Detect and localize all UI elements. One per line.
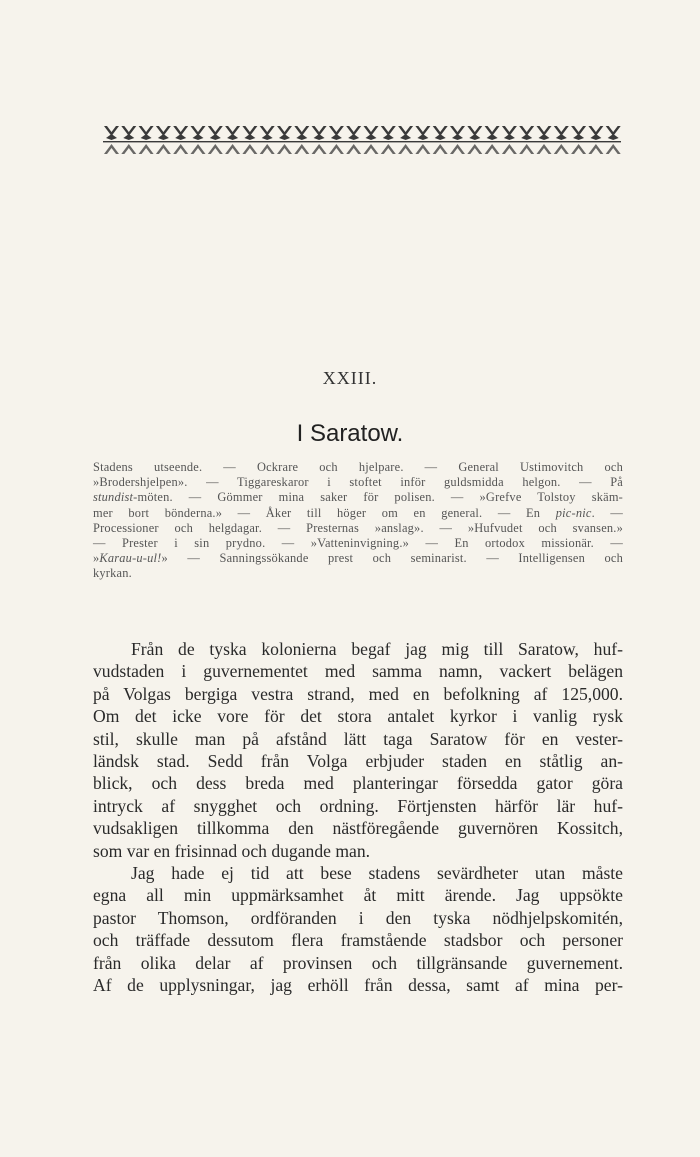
decorative-header-ornament bbox=[103, 124, 621, 158]
summary-line: — Prester i sin prydno. — »Vatteninvigning.» — En ortodox missionär. — bbox=[93, 536, 623, 551]
body-line: på Volgas bergiga vestra strand, med en befolkning af 125,000. bbox=[93, 683, 623, 704]
body-line: vudstaden i guvernementet med samma namn, vackert belägen bbox=[93, 661, 623, 682]
body-line: egna all min uppmärksamhet åt mitt ärende. Jag uppsökte bbox=[93, 885, 623, 906]
chapter-summary bbox=[93, 460, 623, 582]
ornament-icon bbox=[103, 124, 621, 158]
body-line: Från de tyska kolonierna begaf jag mig till Saratow, huf- bbox=[131, 639, 623, 659]
body-line: stil, skulle man på afstånd lätt taga Saratow för en vester- bbox=[93, 728, 623, 749]
body-line: blick, och dess breda med planteringar försedda gator göra bbox=[93, 773, 623, 794]
summary-line: mer bort bönderna.» — Åker till höger om en general. — En pic-nic. — bbox=[93, 505, 623, 520]
body-line: intryck af snygghet och ordning. Förtjensten härför lär huf- bbox=[93, 795, 623, 816]
summary-line: Processioner och helgdagar. — Presternas »anslag». — »Hufvudet och svansen.» bbox=[93, 520, 623, 535]
summary-line: stundist-möten. — Gömmer mina saker för polisen. — »Grefve Tolstoy skäm- bbox=[93, 490, 623, 505]
body-line: som var en frisinnad och dugande man. bbox=[93, 840, 371, 861]
chapter-number: XXIII. bbox=[322, 368, 378, 388]
body-line: Om det icke vore för det stora antalet kyrkor i vanlig rysk bbox=[93, 706, 623, 727]
body-line: ländsk stad. Sedd från Volga erbjuder staden en ståtlig an- bbox=[93, 751, 623, 772]
body-line: och träffade dessutom flera framstående stadsbor och personer bbox=[93, 930, 623, 951]
body-text bbox=[93, 638, 623, 997]
body-line: pastor Thomson, ordföranden i den tyska nödhjelpskomitén, bbox=[93, 907, 623, 928]
summary-line: »Karau-u-ul!» — Sanningssökande prest och seminarist. — Intelligensen och bbox=[93, 551, 623, 566]
body-line: Af de upplysningar, jag erhöll från dessa, samt af mina per- bbox=[93, 975, 623, 996]
body-line: vudsakligen tillkomma den nästföregående guvernören Kossitch, bbox=[93, 818, 623, 839]
body-line: från olika delar af provinsen och tillgränsande guvernement. bbox=[93, 952, 623, 973]
summary-line: Stadens utseende. — Ockrare och hjelpare. — General Ustimovitch och bbox=[93, 460, 623, 474]
chapter-title: I Saratow. bbox=[296, 420, 404, 447]
summary-line: »Brodershjelpen». — Tiggareskaror i stoftet inför guldsmidda helgon. — På bbox=[93, 475, 623, 490]
body-line: Jag hade ej tid att bese stadens sevärdheter utan måste bbox=[131, 863, 623, 884]
summary-line: kyrkan. bbox=[93, 566, 132, 581]
